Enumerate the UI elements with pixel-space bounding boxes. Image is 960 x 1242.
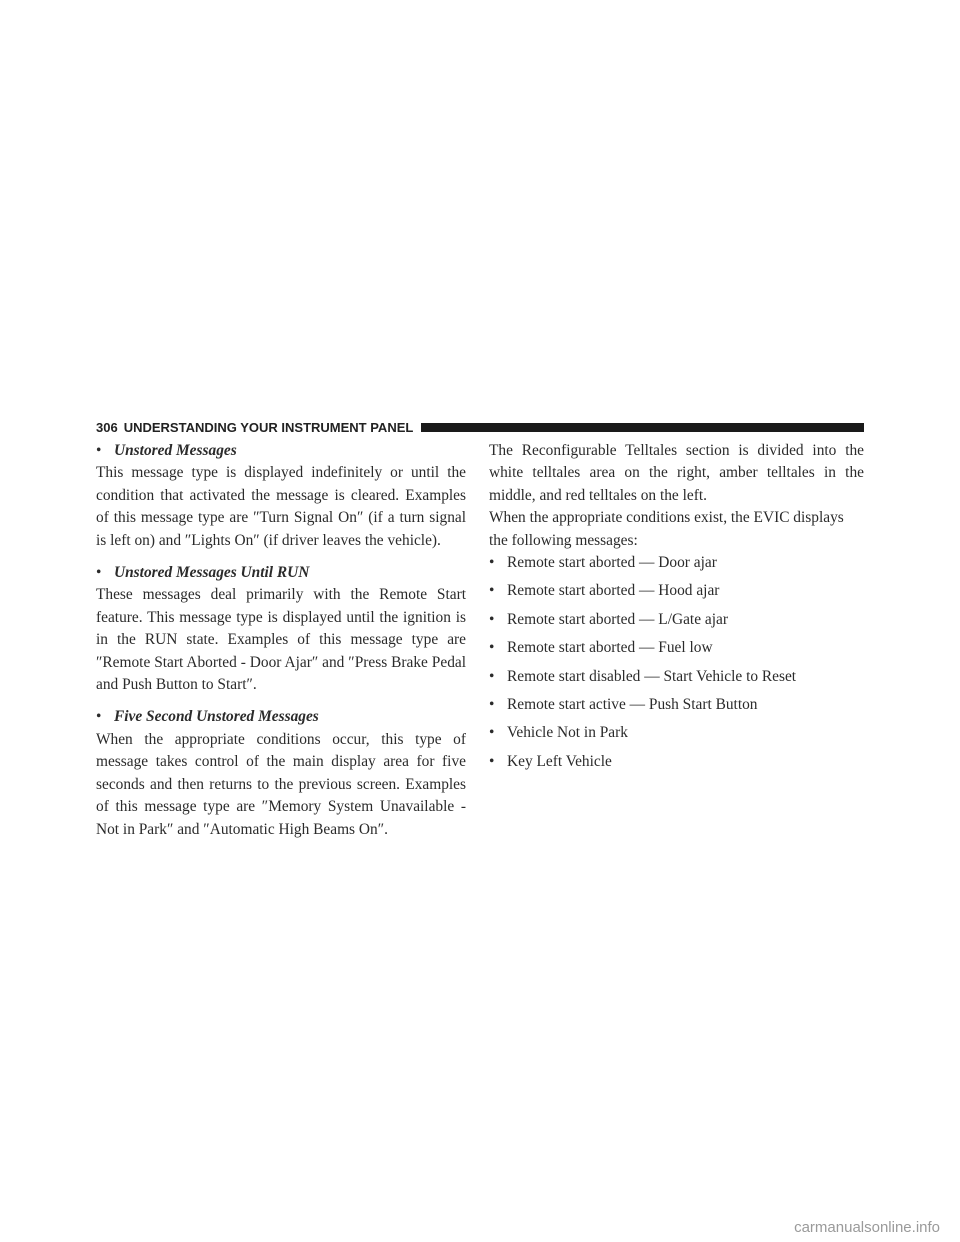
list-item: [489, 609, 864, 631]
bullet-glyph: •: [489, 554, 495, 572]
list-item: [489, 722, 864, 744]
bullet-glyph: •: [489, 696, 495, 714]
list-item-text: Remote start disabled — Start Vehicle to Reset: [507, 667, 797, 685]
section-body: This message type is displayed indefinitely or until the condition that activated the message is cleared. Examples of this message type are ″Turn Signal On″ (if a turn signal is left on) and ″Lights On″ (if driver leaves the vehicle).: [96, 464, 466, 549]
list-item-text: Remote start aborted — Hood ajar: [507, 582, 720, 600]
list-item-text: Remote start active — Push Start Button: [507, 696, 758, 714]
section-heading: [96, 706, 466, 728]
list-item-text: Remote start aborted — Fuel low: [507, 639, 713, 657]
section-five-second-unstored: [96, 706, 466, 840]
left-column: [96, 440, 466, 851]
list-item: [489, 694, 864, 716]
section-body: These messages deal primarily with the Remote Start feature. This message type is displayed until the ignition is in the RUN state. Examples of this message type are ″Remote Start Aborted - Door Ajar″ and ″Press Brake Pedal and Push Button to Start″.: [96, 586, 466, 694]
heading-text: Unstored Messages: [114, 442, 237, 459]
evic-message-list: [489, 552, 864, 773]
watermark: carmanualsonline.info: [794, 1219, 940, 1236]
bullet-glyph: •: [96, 564, 102, 582]
section-heading: [96, 440, 466, 462]
bullet-glyph: •: [489, 582, 495, 600]
bullet-glyph: •: [489, 752, 495, 770]
page-header: [96, 418, 864, 436]
section-title: UNDERSTANDING YOUR INSTRUMENT PANEL: [123, 419, 414, 435]
list-item-text: Key Left Vehicle: [507, 752, 612, 770]
list-item: [489, 666, 864, 688]
section-unstored-messages: [96, 440, 466, 552]
telltales-paragraph: The Reconfigurable Telltales section is divided into the white telltales area on the right, amber telltales in the middle, and red telltales on the left.: [489, 442, 864, 504]
bullet-glyph: •: [489, 724, 495, 742]
section-body: When the appropriate conditions occur, this type of message takes control of the main display area for five seconds and then returns to the previous screen. Examples of this message type are ″Memory System Unavailable - Not in Park″ and ″Automatic High Beams On″.: [96, 730, 466, 838]
list-item-text: Remote start aborted — Door ajar: [507, 554, 717, 572]
bullet-glyph: •: [96, 442, 102, 459]
heading-text: Five Second Unstored Messages: [114, 708, 319, 726]
list-item-text: Vehicle Not in Park: [507, 724, 628, 742]
bullet-glyph: •: [489, 610, 495, 628]
bullet-glyph: •: [96, 708, 102, 726]
heading-text: Unstored Messages Until RUN: [114, 564, 310, 582]
page-number: 306: [96, 419, 118, 435]
right-column: [489, 440, 864, 779]
list-item-text: Remote start aborted — L/Gate ajar: [507, 610, 728, 628]
header-rule: [421, 423, 864, 432]
section-heading: [96, 562, 466, 584]
bullet-glyph: •: [489, 639, 495, 657]
list-item: [489, 552, 864, 574]
evic-intro-paragraph: When the appropriate conditions exist, the EVIC displays the following messages:: [489, 509, 844, 549]
list-item: [489, 637, 864, 659]
section-unstored-until-run: [96, 562, 466, 696]
list-item: [489, 580, 864, 602]
list-item: [489, 751, 864, 773]
bullet-glyph: •: [489, 667, 495, 685]
